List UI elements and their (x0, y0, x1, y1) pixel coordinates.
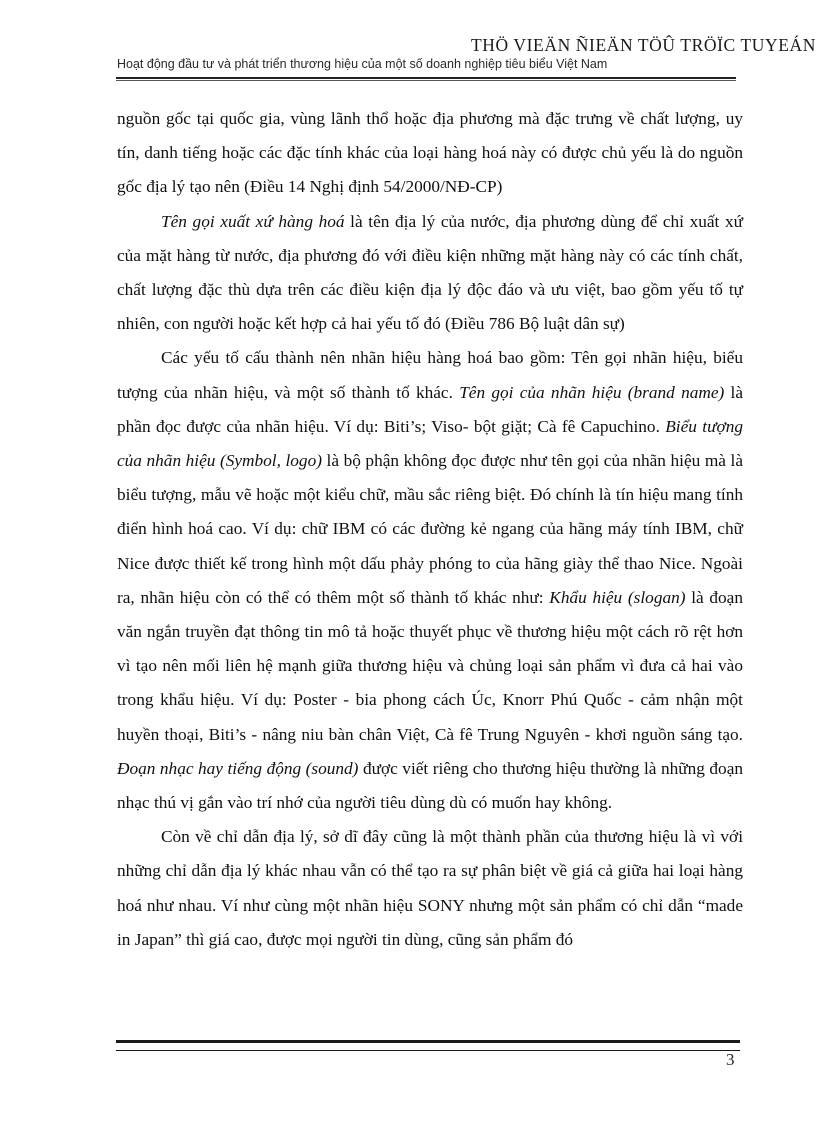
italic-term: Tên gọi của nhãn hiệu (brand name) (459, 382, 725, 402)
running-header: Hoạt động đầu tư và phát triển thương hiệu của một số doanh nghiệp tiêu biểu Việt Nam (117, 57, 608, 71)
text-run: là bộ phận không đọc được như tên gọi của nhãn hiệu mà là biểu tượng, mẫu vẽ hoặc một kiểu chữ, mầu sắc riêng biệt. Đó chính là tín hiệu mang tính điển hình hoá cao. Ví dụ: chữ IBM có các đường kẻ ngang của hãng máy tính IBM, chữ Nice được thiết kế trong hình một dấu phảy phóng to của hãng giày thể thao Nice. Ngoài ra, nhãn hiệu còn có thể có thêm một số thành tố khác như: (117, 451, 743, 607)
text-run: Còn về chỉ dẫn địa lý, sở dĩ đây cũng là một thành phần của thương hiệu là vì với những chỉ dẫn địa lý khác nhau vẫn có thể tạo ra sự phân biệt về giá cả giữa hai loại hàng hoá như nhau. Ví như cùng một nhãn hiệu SONY nhưng một sản phẩm có chỉ dẫn “made in Japan” thì giá cao, được mọi người tin dùng, cũng sản phẩm đó (117, 827, 743, 949)
text-run: Các yếu tố cấu thành nên nhãn hiệu hàng hoá bao gồm: Tên gọi nhãn hiệu, biểu tượng của nhãn hiệu, và một số thành tố khác. (117, 348, 743, 402)
italic-term: Đoạn nhạc hay tiếng động (sound) (117, 758, 359, 778)
paragraph (117, 205, 743, 342)
header-rule (116, 77, 736, 81)
text-run: nguồn gốc tại quốc gia, vùng lãnh thổ hoặc địa phương mà đặc trưng về chất lượng, uy tín, danh tiếng hoặc các đặc tính khác của loại hàng hoá này có được chủ yếu là do nguồn gốc địa lý tạo nên (Điều 14 Nghị định 54/2000/NĐ-CP) (117, 109, 743, 197)
italic-term: Tên gọi xuất xứ hàng hoá (161, 211, 345, 231)
paragraph (117, 341, 743, 820)
footer-rule (116, 1040, 740, 1051)
text-run: là tên địa lý của nước, địa phương dùng để chỉ xuất xứ của mặt hàng từ nước, địa phương đó với điều kiện những mặt hàng này có các tính chất, chất lượng đặc thù dựa trên các điều kiện địa lý độc đáo và ưu việt, bao gồm yếu tố tự nhiên, con người hoặc kết hợp cả hai yếu tố đó (Điều 786 Bộ luật dân sự) (117, 211, 743, 334)
text-run: là đoạn văn ngắn truyền đạt thông tin mô tả hoặc thuyết phục về thương hiệu một cách rõ rệt hơn vì tạo nên mối liên hệ mạnh giữa thương hiệu và chủng loại sản phẩm vì đưa cả hai vào trong khẩu hiệu. Ví dụ: Poster - bia phong cách Úc, Knorr Phú Quốc - cảm nhận một huyền thoại, Biti’s - nâng niu bàn chân Việt, Cà fê Trung Nguyên - khơi nguồn sáng tạo. (117, 587, 743, 744)
paragraph (117, 102, 743, 205)
page-number: 3 (726, 1050, 735, 1069)
paragraph (117, 820, 743, 957)
italic-term: Khẩu hiệu (slogan) (549, 587, 686, 607)
library-watermark: THÖ VIEÄN ÑIEÄN TÖÛ TRÖÏC TUYEÁN (470, 35, 816, 55)
text-run: được viết riêng cho thương hiệu thường là những đoạn nhạc thú vị gắn vào trí nhớ của người tiêu dùng dù có muốn hay không. (117, 758, 744, 813)
text-run: là phần đọc được của nhãn hiệu. Ví dụ: Biti’s; Viso- bột giặt; Cà fê Capuchino. (117, 382, 743, 436)
italic-term: Biểu tượng của nhãn hiệu (Symbol, logo) (117, 416, 743, 471)
document-body (117, 102, 743, 957)
